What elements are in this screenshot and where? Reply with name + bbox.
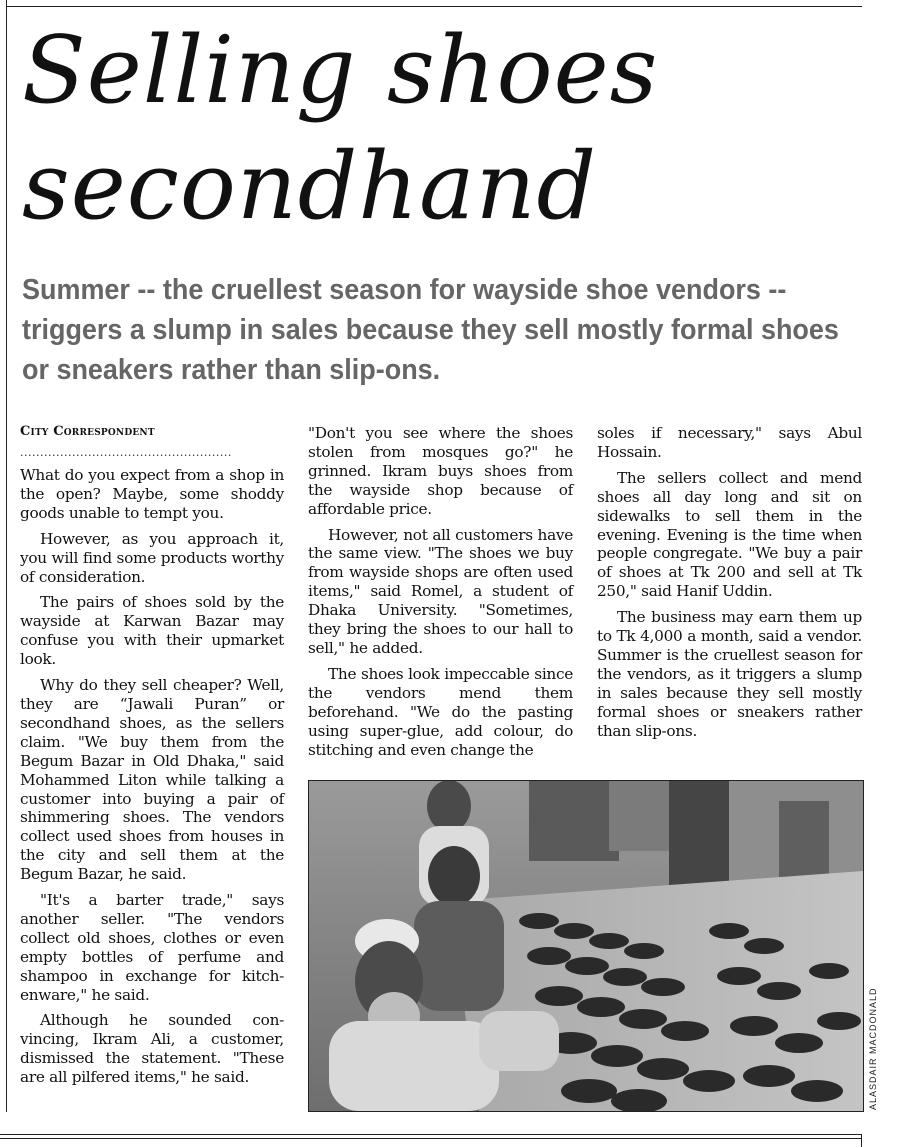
news-photo <box>308 780 864 1112</box>
paragraph: The sellers collect and mend shoes all day long and sit on sidewalks to sell them in the evening. Evening is the time when people congregate. "We buy a pair of shoes at Tk 200 and sell at Tk 250," said Hanif Uddin. <box>597 468 862 601</box>
article-column-2 <box>308 424 573 766</box>
paragraph: The shoes look impeccable since the vendors mend them beforehand. "We do the pasting using super-glue, add colour, do stitching and even change the <box>308 664 573 759</box>
page-frame-left-rule <box>6 0 7 1112</box>
headline: Selling shoes secondhand <box>22 16 659 240</box>
paragraph: However, not all customers have the same view. "The shoes we buy from wayside shops are often used items," said Romel, a student of Dhaka University. "Sometimes, they bring the shoes to our hall to sell," he added. <box>308 525 573 657</box>
page-frame-top-rule <box>6 6 862 7</box>
paragraph: However, as you approach it, you will find some products worthy of consideration. <box>20 529 284 586</box>
paragraph: Although he sounded con-vincing, Ikram Ali, a customer, dismissed the statement. "These are all pilfered items," he said. <box>20 1011 284 1087</box>
byline-dotted-rule: ..................................................... <box>20 446 232 459</box>
deck-subheading: Summer -- the cruellest season for wayside shoe vendors -- triggers a slump in sales because they sell mostly formal shoes or sneakers rather than slip-ons. <box>22 274 839 386</box>
article-column-1 <box>20 424 284 1094</box>
page-frame-bottom-rule-2 <box>0 1138 862 1139</box>
paragraph: Why do they sell cheaper? Well, they are “Jawali Puran” or secondhand shoes, as the sellers claim. "We buy them from the Begum Bazar in Old Dhaka," said Mohammed Liton while talking a customer into buying a pair of shimmering shoes. The vendors collect used shoes from houses in the city and sell them at the Begum Bazar, he said. <box>20 676 284 884</box>
photo-illustration <box>309 781 863 1111</box>
paragraph: soles if necessary," says Abul Hossain. <box>597 424 862 461</box>
page-frame-right-rule <box>861 1134 862 1147</box>
photo-credit: ALASDAIR MACDONALD <box>868 987 878 1110</box>
byline: City Correspondent <box>20 424 155 439</box>
paragraph: "It's a barter trade," says another seller. "The vendors collect old shoes, clothes or even empty bottles of perfume and shampoo in exchange for kitch-enware," he said. <box>20 891 284 1004</box>
paragraph: The business may earn them up to Tk 4,000 a month, said a vendor. Summer is the cruellest season for the vendors, as it triggers a slump in sales because they sell mostly formal shoes or sneakers rather than slip-ons. <box>597 608 862 740</box>
paragraph: What do you expect from a shop in the open? Maybe, some shoddy goods unable to tempt you. <box>20 466 284 522</box>
paragraph: "Don't you see where the shoes stolen from mosques go?" he grinned. Ikram buys shoes from the wayside shop because of affordable price. <box>308 424 573 518</box>
page-frame-bottom-rule <box>0 1134 862 1135</box>
paragraph: The pairs of shoes sold by the wayside at Karwan Bazar may confuse you with their upmarket look. <box>20 593 284 669</box>
article-column-3 <box>597 424 862 748</box>
